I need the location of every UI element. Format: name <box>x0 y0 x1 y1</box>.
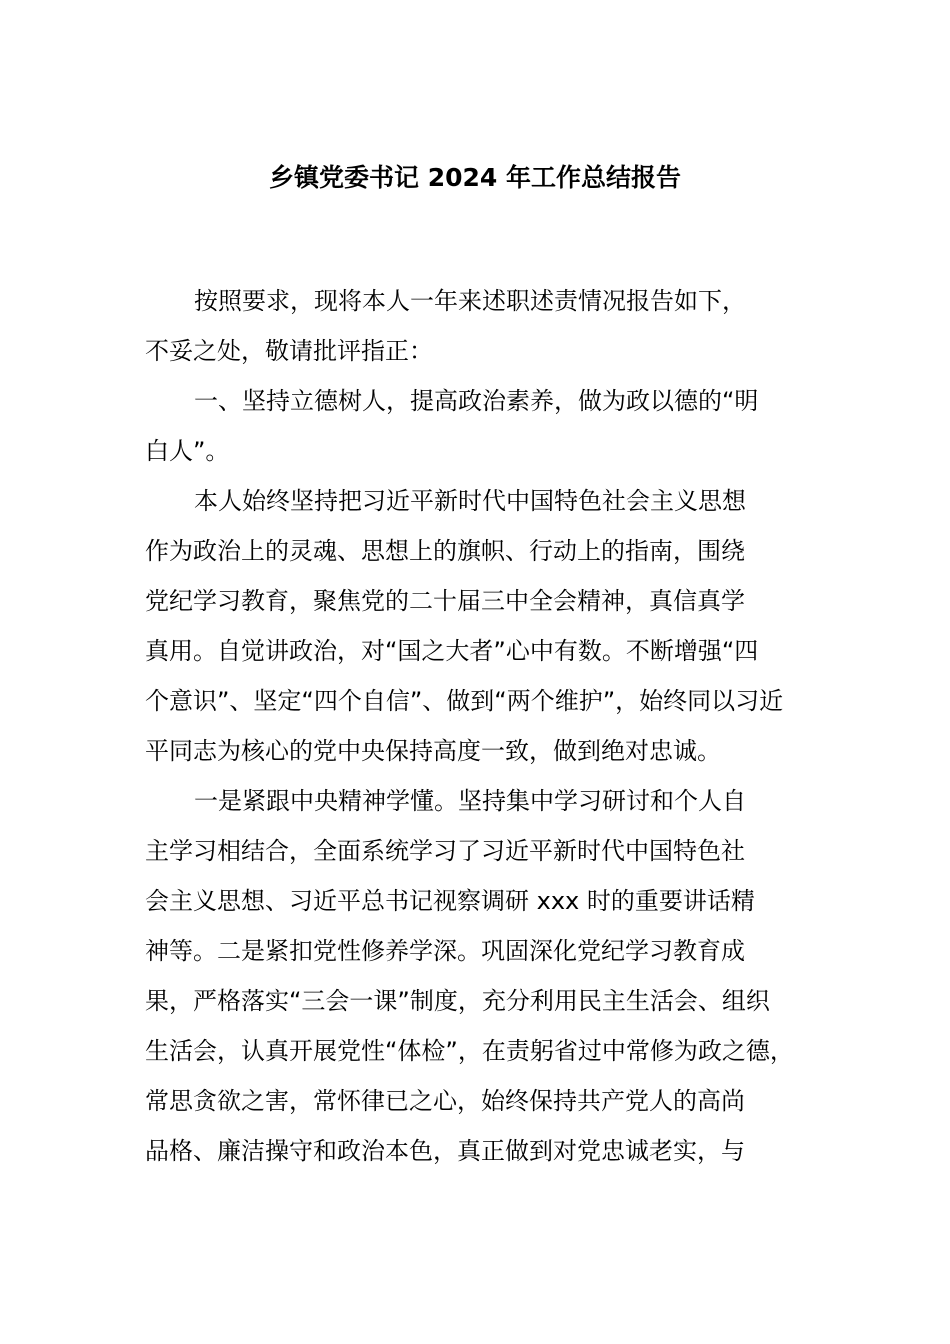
paragraph-line-16: 品格、廉洁操守和政治本色，真正做到对党忠诚老实，与 <box>145 1137 745 1165</box>
section-heading-line-2: 白人”。 <box>145 437 230 465</box>
paragraph-line-7: 个意识”、坚定“四个自信”、做到“两个维护”，始终同以习近 <box>145 687 784 715</box>
paragraph-line-2: 不妥之处，敬请批评指正： <box>145 337 433 365</box>
paragraph-line-13: 果，严格落实“三会一课”制度，充分利用民主生活会、组织 <box>145 987 770 1015</box>
paragraph-line-10: 主学习相结合，全面系统学习了习近平新时代中国特色社 <box>145 837 745 865</box>
paragraph-line-12: 神等。二是紧扣党性修养学深。巩固深化党纪学习教育成 <box>145 937 745 965</box>
paragraph-line-9: 一是紧跟中央精神学懂。坚持集中学习研讨和个人自 <box>194 787 746 815</box>
section-heading-line-1: 一、坚持立德树人，提高政治素养，做为政以德的“明 <box>194 387 759 415</box>
paragraph-line-8: 平同志为核心的党中央保持高度一致，做到绝对忠诚。 <box>145 737 721 765</box>
paragraph-line-14: 生活会，认真开展党性“体检”，在责躬省过中常修为政之德， <box>145 1037 794 1065</box>
paragraph-line-5: 党纪学习教育，聚焦党的二十届三中全会精神，真信真学 <box>145 587 745 615</box>
document-title: 乡镇党委书记 2024 年工作总结报告 <box>269 163 681 192</box>
paragraph-line-15: 常思贪欲之害，常怀律已之心，始终保持共产党人的高尚 <box>145 1087 745 1115</box>
paragraph-line-4: 作为政治上的灵魂、思想上的旗帜、行动上的指南，围绕 <box>145 537 745 565</box>
paragraph-line-6: 真用。自觉讲政治，对“国之大者”心中有数。不断增强“四 <box>145 637 759 665</box>
paragraph-line-11: 会主义思想、习近平总书记视察调研 xxx 时的重要讲话精 <box>145 887 755 915</box>
paragraph-line-1: 按照要求，现将本人一年来述职述责情况报告如下， <box>194 287 746 315</box>
paragraph-line-3: 本人始终坚持把习近平新时代中国特色社会主义思想 <box>194 487 746 515</box>
